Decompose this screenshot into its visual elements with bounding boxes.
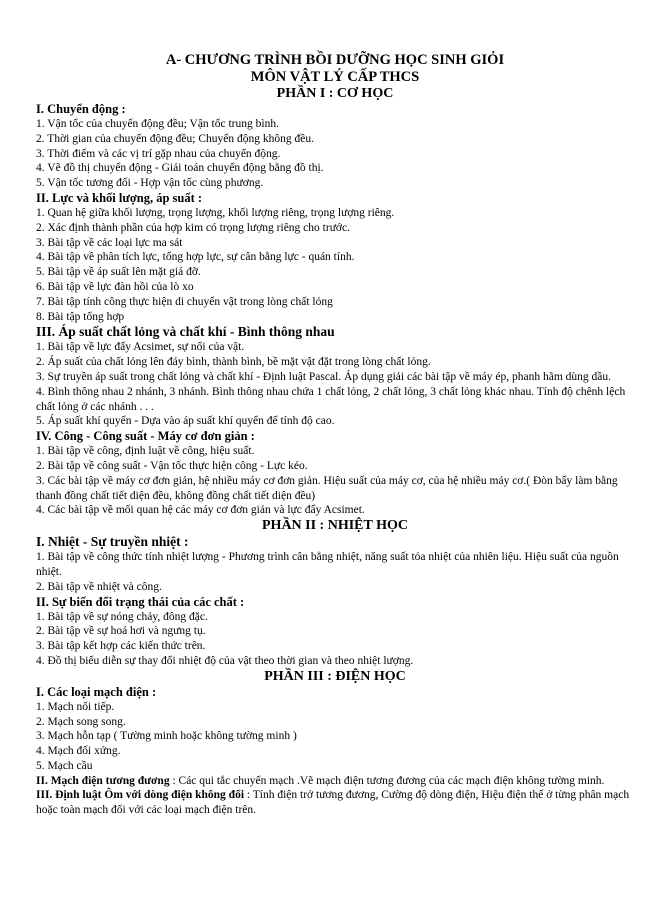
list-item: 3. Thời điểm và các vị trí gặp nhau của chuyển động. xyxy=(36,147,281,160)
list-item: 2. Bài tập về công suất - Vận tốc thực hiện công - Lực kéo. xyxy=(36,459,308,472)
paragraph-text: : Tính điện trở tương đương, Cường độ dòng điện, Hiệu điện thế ở từng phân mạch hoặc toàn mạch đối với các loại mạch điện trên. xyxy=(36,789,630,817)
list-item: 2. Mạch song song. xyxy=(36,715,126,728)
list-item: 2. Áp suất của chất lỏng lên đáy bình, thành bình, bề mặt vật đặt trong lòng chất lỏng. xyxy=(36,356,431,369)
list-item: 8. Bài tập tổng hợp xyxy=(36,310,125,323)
list-item: 6. Bài tập về lực đàn hồi của lò xo xyxy=(36,280,194,293)
list-item: 1. Bài tập về lực đẩy Acsimet, sự nổi của vật. xyxy=(36,341,245,354)
paragraph xyxy=(36,774,634,789)
list-item: 3. Bài tập về các loại lực ma sát xyxy=(36,236,183,249)
section-heading: III. Áp suất chất lỏng và chất khí - Bình thông nhau xyxy=(36,324,335,340)
list-item: 2. Xác định thành phần của hợp kim có trọng lượng riêng cho trước. xyxy=(36,221,350,234)
list-item: 5. Mạch cầu xyxy=(36,759,93,772)
paragraph-text: : Các qui tắc chuyển mạch .Vẽ mạch điện tương đương của các mạch điện không tường minh. xyxy=(169,774,605,787)
section-heading: I. Các loại mạch điện : xyxy=(36,684,157,699)
list-item: 4. Bài tập về phân tích lực, tổng hợp lực, sự cân bằng lực - quán tính. xyxy=(36,251,355,264)
paragraph xyxy=(36,788,634,818)
list-item: 4. Các bài tập về mối quan hệ các máy cơ đơn giản và lực đẩy Acsimet. xyxy=(36,504,365,517)
document-subtitle: MÔN VẬT LÝ CẤP THCS xyxy=(250,69,420,85)
list-item: 4. Vẽ đồ thị chuyển động - Giải toán chuyển động bằng đồ thị. xyxy=(36,162,324,175)
list-item: 4. Mạch đối xứng. xyxy=(36,745,121,758)
list-item: 4. Đồ thị biểu diễn sự thay đổi nhiệt độ của vật theo thời gian và theo nhiệt lượng. xyxy=(36,654,414,667)
inline-heading: III. Định luật Ôm với dòng điện không đổi xyxy=(36,789,245,802)
list-item: 7. Bài tập tính công thực hiện di chuyển vật trong lòng chất lỏng xyxy=(36,295,333,308)
list-item: 5. Bài tập về áp suất lên mặt giá đỡ. xyxy=(36,266,201,279)
part-1-title: PHẦN I : CƠ HỌC xyxy=(276,86,394,101)
document-title: A- CHƯƠNG TRÌNH BỒI DƯỠNG HỌC SINH GIỎI xyxy=(165,52,505,68)
section-heading: II. Sự biến đổi trạng thái của các chất : xyxy=(36,594,245,609)
inline-heading: II. Mạch điện tương đương xyxy=(36,774,170,787)
list-item: 1. Bài tập về công thức tính nhiệt lượng - Phương trình cân bằng nhiệt, năng suất tỏa nhiệt của nhiên liệu. Hiệu suất của nguồn nhiệt. xyxy=(36,551,619,578)
list-item: 2. Bài tập về sự hoá hơi và ngưng tụ. xyxy=(36,625,206,638)
part-2-title: PHẦN II : NHIỆT HỌC xyxy=(262,518,408,534)
list-item: 3. Mạch hỗn tạp ( Tường minh hoặc không tường minh ) xyxy=(36,730,297,743)
list-item: 2. Thời gian của chuyển động đều; Chuyển động không đều. xyxy=(36,132,314,145)
list-item: 1. Bài tập về công, định luật về công, hiệu suất. xyxy=(36,445,255,458)
section-heading: II. Lực và khối lượng, áp suất : xyxy=(36,190,203,205)
section-heading: I. Nhiệt - Sự truyền nhiệt : xyxy=(36,534,189,550)
list-item: 4. Bình thông nhau 2 nhánh, 3 nhánh. Bình thông nhau chứa 1 chất lỏng, 2 chất lỏng, 3 chất lỏng khác nhau. Tính độ chênh lệch chất lỏng ở các nhánh . . . xyxy=(36,385,626,413)
list-item: 3. Các bài tập về máy cơ đơn giản, hệ nhiều máy cơ đơn giản. Hiệu suất của máy cơ, của hệ nhiều máy cơ.( Đòn bẩy làm bằng thanh đồng chất tiết diện đều, không đồng chất tiết diện đều) xyxy=(36,474,618,502)
part-3-title: PHẦN III : ĐIỆN HỌC xyxy=(264,668,406,684)
section-heading: IV. Công - Công suất - Máy cơ đơn giản : xyxy=(36,429,255,444)
list-item: 2. Bài tập về nhiệt và công. xyxy=(36,580,162,593)
section-heading: I. Chuyển động : xyxy=(36,102,126,116)
list-item: 3. Bài tập kết hợp các kiến thức trên. xyxy=(36,640,206,653)
list-item: 1. Quan hệ giữa khối lượng, trọng lượng, khối lượng riêng, trọng lượng riêng. xyxy=(36,206,395,219)
list-item: 5. Vận tốc tương đối - Hợp vận tốc cùng phương. xyxy=(36,177,264,190)
list-item: 1. Bài tập về sự nóng chảy, đông đặc. xyxy=(36,610,208,623)
list-item: 1. Mạch nối tiếp. xyxy=(36,700,115,713)
list-item: 5. Áp suất khí quyển - Dựa vào áp suất khí quyển để tính độ cao. xyxy=(36,415,335,428)
list-item: 3. Sự truyền áp suất trong chất lỏng và chất khí - Định luật Pascal. Áp dụng giải các bài tập về máy ép, phanh hãm dùng dầu. xyxy=(36,370,612,383)
list-item: 1. Vận tốc của chuyển động đều; Vận tốc trung bình. xyxy=(36,118,279,130)
